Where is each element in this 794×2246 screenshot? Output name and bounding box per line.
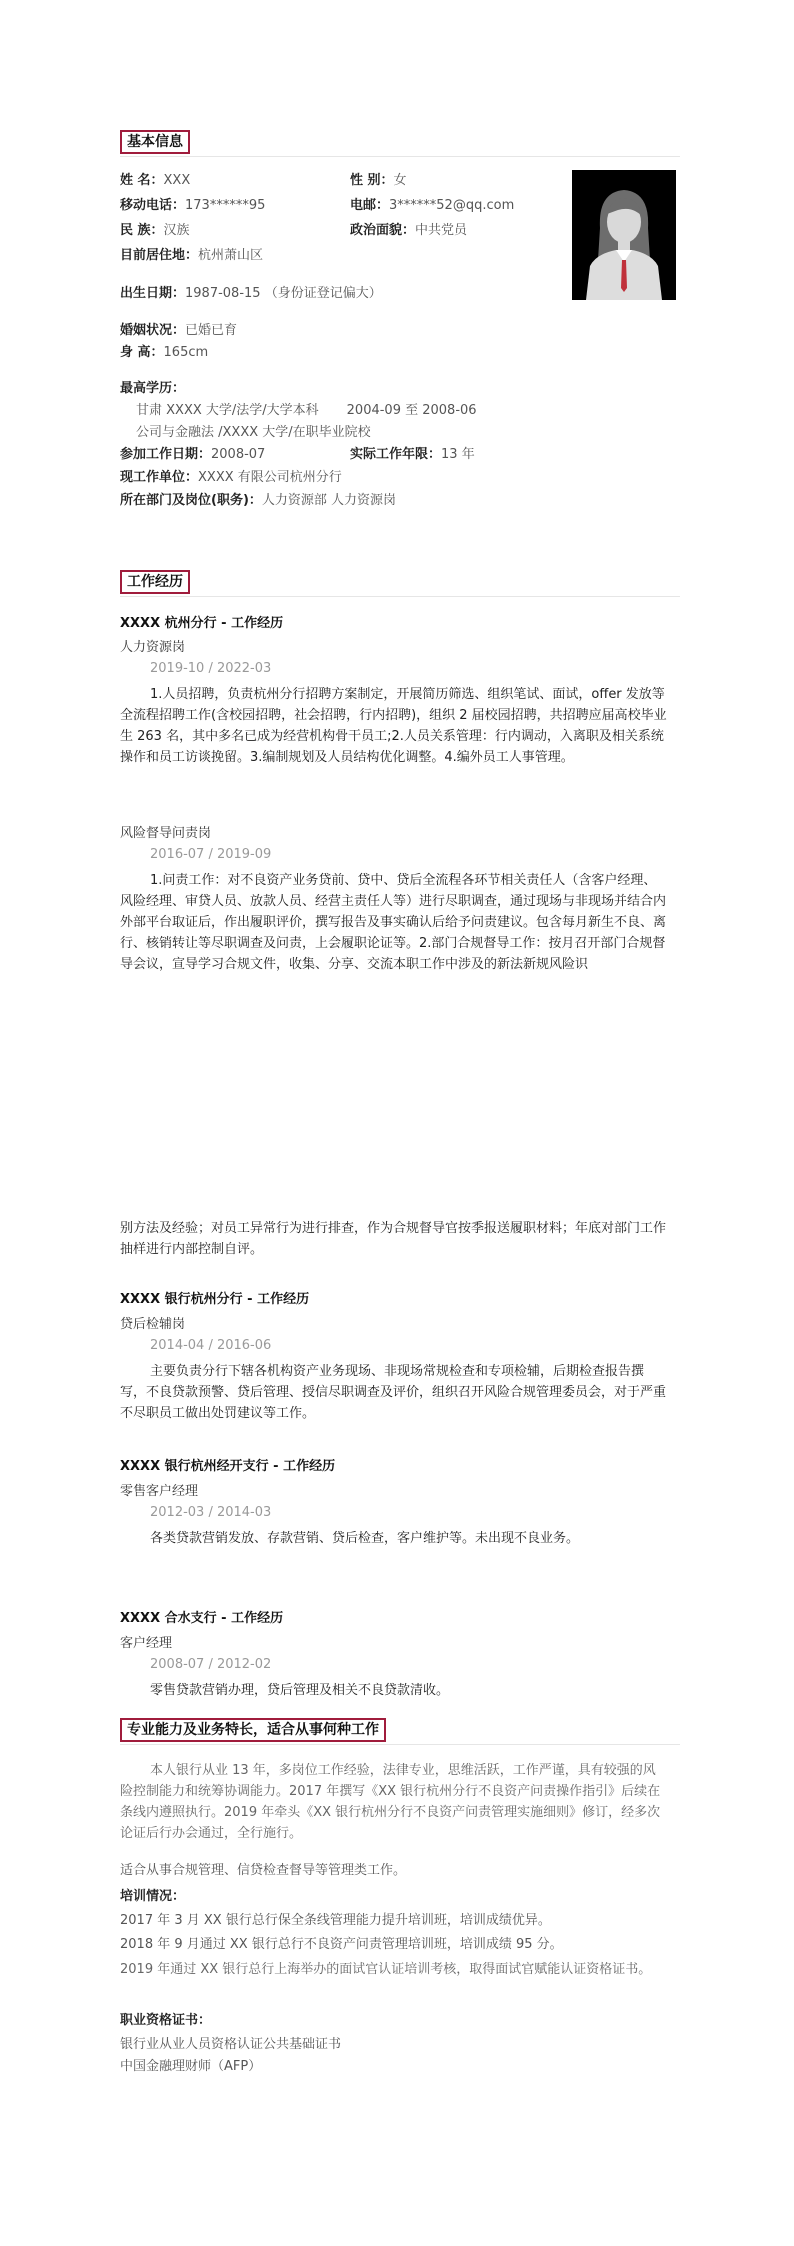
marital-row [120,322,237,340]
work-start-row [120,446,265,464]
email-label: 电邮： [350,198,390,213]
work-entry-dates: 2019-10 / 2022-03 [150,661,272,676]
work-years-row [350,446,475,464]
training-heading: 培训情况： [120,1889,186,1904]
section-title-work: 工作经历 [120,570,190,594]
work-start-value: 2008-07 [211,447,266,462]
work-entry-description-continued: 别方法及经验；对员工异常行为进行排查，作为合规督导官按季报送履职材料；年底对部门工作抽样进行内部控制自评。 [120,1221,667,1257]
skills-summary: 本人银行从业 13 年，多岗位工作经验，法律专业，思维活跃，工作严谨，具有较强的风险控制能力和统筹协调能力。2017 年撰写《XX 银行杭州分行不良资产问责操作指引》后续在条线内遵照执行。2019 年牵头《XX 银行杭州分行不良资产问责管理实施细则》修订，经多次论证后行办会通过，全行施行。 [120,1763,661,1841]
height-row [120,344,208,362]
section-title-skills: 专业能力及业务特长，适合从事何种工作 [120,1718,386,1742]
work-entry-dates: 2016-07 / 2019-09 [150,847,272,862]
profile-photo [572,170,676,300]
phone-value: 173******95 [185,198,266,213]
name-value: XXX [163,173,191,188]
cert-item: 银行业从业人员资格认证公共基础证书 [120,2037,342,2052]
section-title-basic: 基本信息 [120,130,190,154]
work-entry-description: 各类贷款营销发放、存款营销、贷后检查，客户维护等。未出现不良业务。 [150,1531,580,1546]
birth-label: 出生日期： [120,286,186,301]
gender-row [350,172,407,190]
residence-label: 目前居住地： [120,248,199,263]
birth-value: 1987-08-15 （身份证登记偏大） [185,286,382,301]
ethnicity-label: 民 族： [120,223,164,238]
work-entry-dates: 2008-07 / 2012-02 [150,1657,272,1672]
work-entry-dates: 2014-04 / 2016-06 [150,1338,272,1353]
employer-label: 现工作单位： [120,470,199,485]
residence-row [120,247,263,265]
gender-value: 女 [393,173,407,188]
work-entry-position: 人力资源岗 [120,640,186,655]
work-entry-description: 零售贷款营销办理，贷后管理及相关不良贷款清收。 [150,1683,450,1698]
marital-value: 已婚已育 [185,323,238,338]
training-item: 2018 年 9 月通过 XX 银行总行不良资产问责管理培训班，培训成绩 95 分。 [120,1937,563,1952]
work-entry-position: 零售客户经理 [120,1484,199,1499]
work-entry-description: 1.人员招聘，负责杭州分行招聘方案制定，开展简历筛选、组织笔试、面试，offer 发放等全流程招聘工作(含校园招聘，社会招聘，行内招聘)，组织 2 届校园招聘，共招聘应届高校毕业生 263 名，其中多名已成为经营机构骨干员工;2.人员关系管理：行内调动，入离职及相关系统操作和员工访谈挽留。3.编制规划及人员结构优化调整。4.编外员工人事管理。 [120,687,667,765]
work-entry-position: 客户经理 [120,1636,173,1651]
political-row [350,222,467,240]
work-entry-description: 1.问责工作：对不良资产业务贷前、贷中、贷后全流程各环节相关责任人（含客户经理、风险经理、审贷人员、放款人员、经营主责任人等）进行尽职调查，通过现场与非现场并结合内外部平台取证后，作出履职评价，撰写报告及事实确认后给予问责建议。包含每月新生不良、离行、核销转让等尽职调查及问责，上会履职论证等。2.部门合规督导工作：按月召开部门合规督导会议，宣导学习合规文件，收集、分享、交流本职工作中涉及的新法新规风险识 [120,873,667,972]
cert-heading: 职业资格证书： [120,2013,212,2028]
work-entry-title: XXXX 银行杭州经开支行 - 工作经历 [120,1459,336,1474]
work-years-value: 13 年 [441,447,475,462]
political-value: 中共党员 [415,223,468,238]
section-divider [120,596,680,597]
residence-value: 杭州萧山区 [198,248,264,263]
phone-label: 移动电话： [120,198,186,213]
height-value: 165cm [163,345,209,360]
email-row [350,197,514,215]
marital-label: 婚姻状况： [120,323,186,338]
education-entry-1 [136,402,477,420]
name-label: 姓 名： [120,173,164,188]
training-item: 2019 年通过 XX 银行总行上海举办的面试官认证培训考核，取得面试官赋能认证资格证书。 [120,1962,652,1977]
cert-item: 中国金融理财师（AFP） [120,2059,262,2074]
section-divider [120,156,680,157]
ethnicity-value: 汉族 [163,223,190,238]
work-entry-description: 主要负责分行下辖各机构资产业务现场、非现场常规检查和专项检辅，后期检查报告撰写，不良贷款预警、贷后管理、授信尽职调查及评价，组织召开风险合规管理委员会，对于严重不尽职员工做出处罚建议等工作。 [120,1364,667,1421]
employer-row [120,469,342,487]
training-label [120,1888,185,1906]
work-start-label: 参加工作日期： [120,447,212,462]
political-label: 政治面貌： [350,223,416,238]
education-school: 甘肃 XXXX 大学/法学/大学本科 [136,403,319,418]
birth-row [120,285,382,303]
gender-label: 性 别： [350,173,394,188]
education-entry-2: 公司与金融法 /XXXX 大学/在职毕业院校 [136,425,371,440]
dept-label: 所在部门及岗位(职务)： [120,493,262,508]
name-row [120,172,190,190]
avatar-icon [572,170,676,300]
height-label: 身 高： [120,345,164,360]
email-value: 3******52@qq.com [389,198,515,213]
work-entry-position: 贷后检辅岗 [120,1317,186,1332]
section-divider [120,1744,680,1745]
work-entry-title: XXXX 合水支行 - 工作经历 [120,1611,284,1626]
phone-row [120,197,265,215]
education-row [120,380,185,398]
training-item: 2017 年 3 月 XX 银行总行保全条线管理能力提升培训班，培训成绩优异。 [120,1913,551,1928]
ethnicity-row [120,222,190,240]
employer-value: XXXX 有限公司杭州分行 [198,470,342,485]
work-entry-title: XXXX 银行杭州分行 - 工作经历 [120,1292,310,1307]
skills-suitable-work: 适合从事合规管理、信贷检查督导等管理类工作。 [120,1863,407,1878]
education-label: 最高学历： [120,381,186,396]
work-entry-position: 风险督导问责岗 [120,826,212,841]
education-dates: 2004-09 至 2008-06 [346,403,477,418]
cert-label [120,2012,211,2030]
work-years-label: 实际工作年限： [350,447,442,462]
work-entry-dates: 2012-03 / 2014-03 [150,1505,272,1520]
work-entry-title: XXXX 杭州分行 - 工作经历 [120,616,284,631]
dept-row [120,492,396,510]
dept-value: 人力资源部 人力资源岗 [261,493,397,508]
